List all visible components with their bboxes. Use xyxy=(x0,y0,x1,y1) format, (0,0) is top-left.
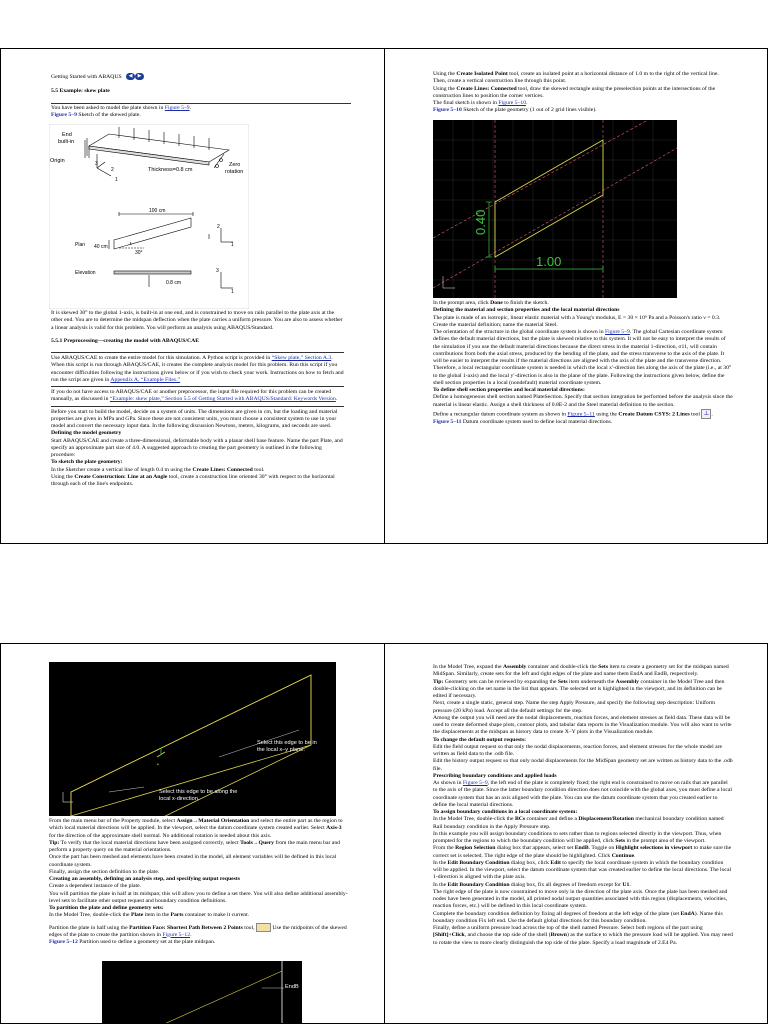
text: Finally, define a uniform pressure load across the top of the shell named Pressure. Select both regions of the part using xyxy=(433,925,703,931)
intro-end: . xyxy=(189,105,192,111)
label-end: End xyxy=(62,132,72,138)
dim-08cm: 0.8 cm xyxy=(166,280,182,286)
nav-next-icon[interactable]: ▶ xyxy=(135,73,144,80)
item-name: Edit xyxy=(550,859,561,866)
text: If you do not have access to ABAQUS/CAE or another preprocessor, the input file required for this problem can be created manually, as discussed in xyxy=(51,389,332,403)
link-figure-5-11[interactable]: Figure 5–11 xyxy=(567,411,595,418)
grid-lines xyxy=(433,120,677,298)
text: Using the xyxy=(433,71,457,77)
text: From the main menu bar of the Property module, select xyxy=(49,818,177,824)
figure-caption: Datum coordinate system used to define local material directions. xyxy=(461,418,613,425)
label-thickness: Thickness=0.8 cm xyxy=(148,167,193,173)
item-name: BCs xyxy=(514,816,526,823)
text: ). Name this boundary condition Fix left end. Use the default global directions for this boundary condition. xyxy=(433,910,723,924)
paragraph: Once the part has been meshed and elements have been created in the model, all element variables will be defined in this local coordinate system. xyxy=(49,854,337,868)
text: Use ABAQUS/CAE to create the entire model for this simulation. A Python script is provided in xyxy=(51,355,272,361)
heading: To assign boundary conditions in a local coordinate system: xyxy=(433,809,578,815)
tool-name: Create Datum CSYS: 2 Lines xyxy=(618,411,690,418)
link-section-a3[interactable]: “Skew plate,” Section A.3 xyxy=(271,355,332,361)
text: dialog box, fix all degrees of freedom except for xyxy=(509,881,623,888)
figure-number: Figure 5–12 xyxy=(49,938,78,945)
text: The final sketch is shown in xyxy=(433,100,499,106)
document-page-1 xyxy=(0,48,385,544)
partition-canvas xyxy=(102,961,302,1024)
viewport-figure-5-12 xyxy=(102,961,302,1024)
item-name: Sets xyxy=(598,664,609,670)
elev-axis-3: 3 xyxy=(216,268,219,274)
paragraph: Before you start to build the model, decide on a system of units. The dimensions are given in cm, but the loading and material properties are given in MPa and GPa. Since these are not consistent units, you must choose a consistent system to use in your model and convert the necessary input data. In the following discussion Newtons, meters, kilograms, and seconds are used. xyxy=(51,408,338,429)
text: tool. xyxy=(252,466,265,473)
paragraph: Finally, assign the section definition to the plate. xyxy=(49,868,160,875)
datum-csys-icon[interactable]: ⊥ xyxy=(701,409,711,419)
label-elevation: Elevation xyxy=(75,270,96,276)
text: To verify that the local material directions have been assigned correctly, select xyxy=(59,839,241,846)
partition-face-icon[interactable] xyxy=(256,923,271,932)
text: tool, create an isolated point at a horizontal distance of 1.0 m to the right of the vertical line. Then, create a vertical construction line through this point. xyxy=(433,71,719,85)
text: The orientation of the structure in the global coordinate system is shown in xyxy=(433,329,606,335)
heading: Prescribing boundary conditions and applied loads xyxy=(433,772,557,779)
page1-body xyxy=(51,310,344,488)
text: As shown in xyxy=(433,780,463,786)
page2-top xyxy=(433,71,733,115)
paragraph: Next, create a single static, general step. Name the step Apply Pressure, and specify the following step description: Uniform pressure (20 kPa) load. Accept all the default settings for the step. xyxy=(433,700,716,714)
dim-40cm: 40 cm xyxy=(94,244,108,250)
item-name: [Shift]+Click xyxy=(433,932,465,939)
link-appendix-a[interactable]: Appendix A, “Example Files.” xyxy=(110,376,181,383)
text: In the Model Tree, expand the xyxy=(433,664,503,670)
divider xyxy=(51,406,344,407)
tool-name: Partition Face: Shortest Path Between 2 Points xyxy=(129,924,243,931)
dim-100cm: 100 cm xyxy=(149,208,166,214)
item-name: EndB xyxy=(574,845,589,852)
text: to finish the sketch. xyxy=(502,300,549,306)
axis-label-2: 2 xyxy=(111,167,114,173)
paragraph: The plate is made of an isotropic, linear elastic material with a Young's modulus, E = 30 × 10⁹ Pa and a Poisson's ratio ν = 0.3. Create the material definition; name the material Steel. xyxy=(433,314,721,328)
elev-axis-1: 1 xyxy=(231,289,234,295)
menu-path: Assign→Material Orientation xyxy=(176,818,250,824)
item-name: EndA xyxy=(680,910,695,917)
text: tool, draw the skewed rectangle using the preselection points at the intersections of the construction lines to position the corner vertices. xyxy=(433,85,716,99)
heading: To change the default output requests: xyxy=(433,736,527,743)
global-triad xyxy=(63,792,73,802)
dim-horizontal-label: 1.00 xyxy=(536,254,562,269)
svg-text:•: • xyxy=(157,762,159,768)
divider xyxy=(51,103,351,104)
plan-axis-2: 2 xyxy=(217,224,220,230)
dim-vertical-label: 0.40 xyxy=(473,209,488,235)
text: container and define a xyxy=(525,816,579,823)
item-name: U1 xyxy=(622,881,630,888)
link-figure-5-9[interactable]: Figure 5–9 xyxy=(164,105,190,111)
tip-label: Tip: xyxy=(433,678,444,685)
paragraph: Define a homogeneous shell section named PlateSection. Specify that section integration be performed before the analysis since the material is linear elastic. Assign a shell thickness of 0.8E-2 and the Steel material definition to the section. xyxy=(433,394,733,408)
text: tool, create a construction line oriented 30° with respect to the horizontal through each of the line's endpoints. xyxy=(51,473,335,487)
axis-label-1: 1 xyxy=(115,177,118,183)
figure-number: Figure 5–11 xyxy=(433,418,462,425)
label-builtin: built-in xyxy=(58,139,75,145)
text: . xyxy=(190,931,192,938)
item-name: Assembly xyxy=(502,664,527,670)
sketcher-viewport xyxy=(433,120,677,298)
item-name: Edit Boundary Condition xyxy=(447,881,510,888)
text: item in the xyxy=(143,912,171,919)
item-name: Brown xyxy=(550,932,567,939)
text: In the prompt area, click xyxy=(433,300,491,306)
text: In this example you will assign boundary conditions to sets rather than to regions selected directly in the viewport. Thus, when prompted for the regions to which the boundary condition will be applied, click xyxy=(433,830,722,844)
callout-label-xy-plane: Select this edge to be in the local x–y plane. xyxy=(257,740,317,753)
text: dialog box, click xyxy=(509,859,551,866)
figure-number: Figure 5–9 xyxy=(51,112,77,119)
text: From the xyxy=(433,845,456,852)
heading: To partition the plate and define geometry sets: xyxy=(49,905,164,911)
text: using the xyxy=(594,411,619,418)
text: . xyxy=(629,881,631,888)
page3-body xyxy=(49,818,349,946)
text: ) as the surface to which the pressure load will be applied. You may need to rotate the view to more clearly distinguish the top side of the plate. Specify a load magnitude of 2.E4 Pa. xyxy=(433,932,733,946)
text: to make sure the correct set is selected. The right edge of the plate should be highlighted. Click xyxy=(433,845,732,859)
text: In the Sketcher create a vertical line of length 0.4 m using the xyxy=(51,466,193,473)
item-name: Continue xyxy=(611,852,635,859)
figure-caption: Sketch of the skewed plate. xyxy=(76,112,141,119)
text: for the direction of the approximate shell normal. No additional rotation is needed about this axis. xyxy=(49,832,272,839)
text: In the xyxy=(433,881,448,888)
text: . xyxy=(634,852,636,859)
option-name: Axis-3 xyxy=(326,825,342,832)
text: . xyxy=(711,411,713,418)
intro-text: You have been asked to model the plate shown in xyxy=(51,105,165,111)
text: Geometry sets can be reviewed by expanding the xyxy=(443,678,558,685)
text: to specify the local coordinate system in which the boundary condition will be applied. In the viewport, select the datum coordinate system that was created earlier to define the local directions. The local 1-direction is aligned with the plate axis. xyxy=(433,859,732,881)
label-zero: Zero xyxy=(229,162,241,168)
text: Define a rectangular datum coordinate system as shown in xyxy=(433,411,568,418)
sketcher-canvas xyxy=(433,120,677,298)
text: Partition the plate in half using the xyxy=(49,924,130,931)
document-page-3 xyxy=(0,643,385,1024)
text: container to make it current. xyxy=(183,912,250,919)
text: . xyxy=(526,100,528,106)
construction-lines xyxy=(433,120,677,298)
tool-name: Create Construction: Line at an Angle xyxy=(74,473,168,480)
text: dialog box that appears, select set xyxy=(495,845,575,852)
subsection-title: 5.5.1 Preprocessing—creating the model with ABAQUS/CAE xyxy=(51,337,200,344)
plate-edge xyxy=(162,971,282,1024)
label-endb: EndB xyxy=(285,984,299,990)
datum-triad xyxy=(157,748,165,768)
heading: To sketch the plate geometry: xyxy=(51,459,123,466)
callout-label-x-direction: Select this edge to be along the local x-direction. xyxy=(159,789,238,802)
paragraph: Edit the field output request so that only the nodal displacements, reaction forces, and element stresses for the whole model are written as field data to the .odb file. xyxy=(433,743,723,757)
heading: Creating an assembly, defining an analysis step, and specifying output requests xyxy=(49,876,240,882)
paragraph: Edit the history output request so that only nodal displacements for the MidSpan geometry set are written as history data to the .odb file. xyxy=(433,758,733,772)
text: . The global Cartesian coordinate system defines the default material directions, but the plate is skewed relative to this system. It will not be easy to interpret the results of the simulation if you use the default material directions because the direct stress in the material 1-direction, σ11, will contain contributions from both the axial stress, produced by the bending of the plate, and the stress transverse to the axis of the plate. It will be easier to interpret the results if the material directions are aligned with the axis of the plate and the transverse direction. Therefore, a local rectangular coordinate system is needed in which the local x′-direction lies along the axis of the plate (i.e., at 30° to the global 1-axis) and the local y′-direction is also in the plane of the plate. Following the instructions given below, define the shell section properties in a local (nondefault) material coordinate system. xyxy=(433,329,732,386)
nav-prev-icon[interactable]: ◀ xyxy=(126,73,135,80)
done-button-ref[interactable]: Done xyxy=(490,300,503,306)
paragraph: It is skewed 30° to the global 1-axis, is built-in at one end, and is constrained to move on rails parallel to the plate axis at the other end. You are to determine the midspan deflection when the plate carries a uniform pressure. You are also to assess whether a linear analysis is valid for this problem. You will perform an analysis using ABAQUS/Standard. xyxy=(51,310,343,331)
text: In the xyxy=(433,859,448,866)
paragraph: You will partition the plate in half at its midspan; this will allow you to define a set there. You will also define additional assembly-level sets to facilitate other output request and boundary condition definitions. xyxy=(49,890,348,904)
figure-number: Figure 5–10 xyxy=(433,107,462,114)
label-plan: Plan xyxy=(75,242,86,248)
item-name: Plate xyxy=(130,912,144,919)
text: Using the xyxy=(433,85,457,92)
text: . Toggle on xyxy=(588,845,616,852)
header-title: Getting Started with ABAQUS xyxy=(51,73,122,80)
figure-caption: Sketch of the plate geometry (1 out of 2 grid lines visible). xyxy=(461,107,597,114)
axis-label-3: 3 xyxy=(95,161,98,167)
divider xyxy=(51,386,344,387)
link-figure-5-9[interactable]: Figure 5–9 xyxy=(605,329,630,335)
skew-plate-sketch xyxy=(49,124,249,309)
item-name: Displacement/Rotation xyxy=(578,816,634,823)
callout-line-2 xyxy=(109,787,144,792)
item-name: Sets xyxy=(557,678,568,685)
tool-name: Create Isolated Point xyxy=(456,71,508,77)
item-name: Sets xyxy=(615,838,626,844)
document-page-2 xyxy=(384,48,768,544)
text: container in the Model Tree and then double-clicking on the set name in the list that appears. The selected set is highlighted in the viewport, and its definition can be edited if necessary. xyxy=(433,678,725,699)
text: from the main menu bar and perform a property query on the material orientations. xyxy=(49,839,341,853)
item-name: Parts xyxy=(170,912,184,919)
text: in the prompt area of the viewport. xyxy=(625,838,706,844)
label-rotation: rotation xyxy=(225,169,244,175)
text: Complete the boundary condition definition by fixing all degrees of freedom at the left edge of the plate (set xyxy=(433,910,681,917)
label-angle: 30° xyxy=(135,250,143,256)
tip-label: Tip: xyxy=(49,839,60,846)
text: In the Model Tree, double-click the xyxy=(49,912,131,919)
paragraph: Create a dependent instance of the plate. xyxy=(49,883,142,890)
heading: To define shell section properties and local material directions: xyxy=(433,387,585,393)
text: and select the entire part as the region to which local material directions will be applied. In the viewport, select the datum coordinate system created earlier. Select xyxy=(49,818,343,832)
text: mechanical boundary condition named Rail boundary condition in the Apply Pressure step. xyxy=(433,816,724,830)
tool-name: Create Lines: Connected xyxy=(456,85,517,92)
text: , the left end of the plate is completely fixed; the right end is constrained to move on rails that are parallel to the axis of the plate. Since the latter boundary condition direction does not coincide with the global axes, you must define a local coordinate system that has an axis aligned with the plate. You can use the datum coordinate system that you created earlier to define the local material directions. xyxy=(433,780,732,808)
link-figure-5-12[interactable]: Figure 5–12 xyxy=(162,931,191,938)
page-header xyxy=(51,73,351,81)
heading: Defining the model geometry xyxy=(51,430,122,437)
heading: Defining the material and section properties and the local material directions xyxy=(433,307,620,314)
link-keywords-version[interactable]: “Example: skew plate,” Section 5.5 of Getting Started with ABAQUS/Standard: Keywords Version xyxy=(109,396,336,403)
link-figure-5-10[interactable]: Figure 5–10 xyxy=(498,100,527,106)
text: . xyxy=(335,396,338,403)
link-figure-5-9[interactable]: Figure 5–9 xyxy=(462,780,488,786)
tool-name: Create Lines: Connected xyxy=(192,466,253,473)
item-name: Region Selection xyxy=(455,845,496,852)
item-name: Edit Boundary Condition xyxy=(447,859,510,866)
intro-block xyxy=(51,103,351,120)
menu-path: Tools→Query xyxy=(240,839,274,846)
text: In the Model Tree, double-click the xyxy=(433,816,515,823)
divider xyxy=(51,352,344,353)
text: Using the xyxy=(51,473,75,480)
section-title: 5.5 Example: skew plate xyxy=(51,88,110,94)
plan-axis-1: 1 xyxy=(231,242,234,248)
document-page-4 xyxy=(384,643,768,1024)
paragraph: Start ABAQUS/CAE and create a three-dimensional, deformable body with a planar shell base feature. Name the part Plate, and specify an approximate part size of 4.0. A suggested approach to creating the part geometry is outlined in the following procedure: xyxy=(51,437,343,458)
text: item underneath the xyxy=(567,678,616,685)
item-name: Assembly xyxy=(615,678,640,685)
page4-body xyxy=(433,664,733,947)
viewport-figure-5-11 xyxy=(49,662,336,816)
text: , and choose the top side of the shell ( xyxy=(464,932,551,939)
page2-body xyxy=(433,300,733,426)
text: . When this script is run through ABAQUS/CAE, it creates the complete analysis model for this problem. Run this script if you encounter difficulties following the instructions given below or if you wish to check your work. Instructions on how to fetch and run the script are given in xyxy=(51,355,344,383)
skewed-rectangle xyxy=(495,140,603,257)
text: Use the midpoints of the skewed edges of the plate to create the partition shown in xyxy=(49,924,347,938)
text: container and double-click the xyxy=(526,664,599,670)
text: tool xyxy=(689,411,702,418)
paragraph: Among the output you will need are the nodal displacements, reaction forces, and element stresses as field data. These data will be used to create deformed shape plots, contour plots, and tabular data reports in the Visualization module. You will also want to write the displacements at the midspan as history data to create X–Y plots in the Visualization module. xyxy=(433,714,732,736)
figure-caption: Partition used to define a geometry set at the plate midspan. xyxy=(77,938,216,945)
label-origin: Origin xyxy=(50,158,65,164)
text: item to create a geometry set for the midspan named MidSpan. Similarly, create sets for the left and right edges of the plate and name them EndA and EndB, respectively. xyxy=(433,664,729,678)
text: tool, xyxy=(242,924,256,931)
paragraph: The right edge of the plate is now constrained to move only in the direction of the plate axis. Once the plate has been meshed and nodes have been generated in the model, all printed nodal output quantities associated with this region (displacements, velocities, reaction forces, etc.) will be defined in this local coordinate system. xyxy=(433,888,728,910)
item-name: Highlight selections in viewport xyxy=(615,845,693,852)
